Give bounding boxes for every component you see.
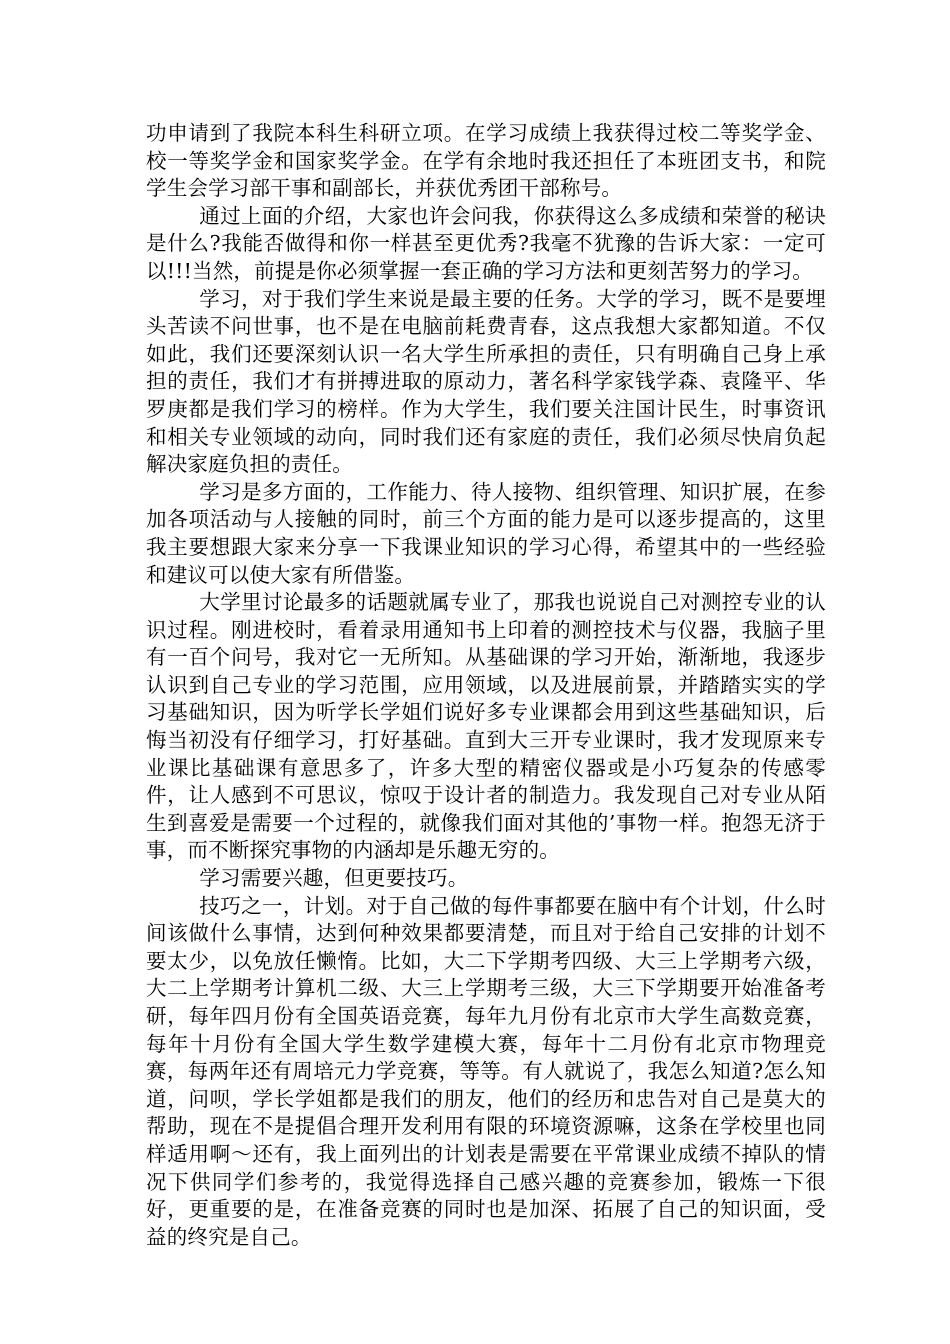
paragraph-4: 学习是多方面的，工作能力、待人接物、组织管理、知识扩展，在参加各项活动与人接触的同时，前三个方面的能力是可以逐步提高的，这里我主要想跟大家来分享一下我课业知识的学习心得，希望其中的一些经验和建议可以使大家有所借鉴。 bbox=[146, 479, 826, 587]
paragraph-1: 功申请到了我院本科生科研立项。在学习成绩上我获得过校二等奖学金、校一等奖学金和国家奖学金。在学有余地时我还担任了本班团支书，和院学生会学习部干事和副部长，并获优秀团干部称号。 bbox=[146, 121, 826, 201]
paragraph-7: 技巧之一，计划。对于自己做的每件事都要在脑中有个计划，什么时间该做什么事情，达到何种效果都要清楚，而且对于给自己安排的计划不要太少，以免放任懒惰。比如，大二下学期考四级、大三上学期考六级，大二上学期考计算机二级、大三上学期考三级，大三下学期要开始准备考研，每年四月份有全国英语竞赛，每年九月份有北京市大学生高数竞赛，每年十月份有全国大学生数学建模大赛，每年十二月份有北京市物理竞赛，每两年还有周培元力学竞赛，等等。有人就说了，我怎么知道?怎么知道，问呗，学长学姐都是我们的朋友，他们的经历和忠告对自己是莫大的帮助，现在不是提倡合理开发利用有限的环境资源嘛，这条在学校里也同样适用啊～还有，我上面列出的计划表是需要在平常课业成绩不掉队的情况下供同学们参考的，我觉得选择自己感兴趣的竞赛参加，锻炼一下很好，更重要的是，在准备竞赛的同时也是加深、拓展了自己的知识面，受益的终究是自己。 bbox=[146, 893, 826, 1249]
paragraph-2: 通过上面的介绍，大家也许会问我，你获得这么多成绩和荣誉的秘诀是什么?我能否做得和你一样甚至更优秀?我毫不犹豫的告诉大家：一定可以!!!当然，前提是你必须掌握一套正确的学习方法和更刻苦努力的学习。 bbox=[146, 203, 826, 283]
paragraph-5: 大学里讨论最多的话题就属专业了，那我也说说自己对测控专业的认识过程。刚进校时，看着录用通知书上印着的测控技术与仪器，我脑子里有一百个问号，我对它一无所知。从基础课的学习开始，渐渐地，我逐步认识到自己专业的学习范围，应用领域，以及进展前景，并踏踏实实的学习基础知识，因为听学长学姐们说好多专业课都会用到这些基础知识，后悔当初没有仔细学习，打好基础。直到大三开专业课时，我才发现原来专业课比基础课有意思多了，许多大型的精密仪器或是小巧复杂的传感零件，让人感到不可思议，惊叹于设计者的制造力。我发现自己对专业从陌生到喜爱是需要一个过程的，就像我们面对其他的’事物一样。抱怨无济于事，而不断探究事物的内涵却是乐趣无穷的。 bbox=[146, 590, 826, 863]
paragraph-3: 学习，对于我们学生来说是最主要的任务。大学的学习，既不是要埋头苦读不问世事，也不是在电脑前耗费青春，这点我想大家都知道。不仅如此，我们还要深刻认识一名大学生所承担的责任，只有明确自己身上承担的责任，我们才有拼搏进取的原动力，著名科学家钱学森、袁隆平、华罗庚都是我们学习的榜样。作为大学生，我们要关注国计民生，时事资讯和相关专业领域的动向，同时我们还有家庭的责任，我们必须尽快肩负起解决家庭负担的责任。 bbox=[146, 286, 826, 477]
document-body bbox=[146, 120, 826, 1251]
paragraph-6: 学习需要兴趣，但更要技巧。 bbox=[199, 866, 469, 891]
